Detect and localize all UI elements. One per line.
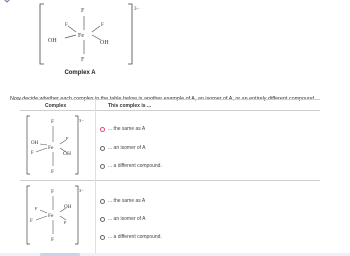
- metal-center: Fe: [78, 33, 84, 39]
- table-header-rule: [20, 110, 320, 111]
- charge-label: 3−: [79, 188, 84, 193]
- ligand-f-bottom: F: [51, 169, 55, 175]
- option-label: ... a different compound.: [108, 163, 162, 169]
- charge-label: 3−: [134, 7, 140, 12]
- ligand-f-top: F: [51, 189, 55, 195]
- ligand-oh-right: OH: [64, 205, 72, 210]
- table-column-divider: [95, 99, 96, 256]
- metal-center: Fe: [48, 213, 54, 219]
- ligand-f-top: F: [51, 119, 55, 125]
- row2-option-isomer[interactable]: [100, 216, 146, 222]
- ligand-f-upper-right: F: [66, 136, 69, 141]
- row2-option-same[interactable]: [100, 198, 145, 204]
- ligand-f-left: F: [30, 219, 33, 224]
- radio-button[interactable]: [100, 235, 105, 240]
- complex-a-structure: [28, 2, 148, 68]
- option-label: ... the same as A: [108, 126, 146, 132]
- row1-option-different[interactable]: [100, 163, 162, 169]
- charge-label: 3−: [79, 118, 84, 123]
- column-header-complex: Complex: [45, 103, 67, 109]
- complex-a-label: Complex A: [64, 70, 96, 76]
- option-label: ... a different compound.: [108, 234, 162, 240]
- radio-button[interactable]: [100, 127, 105, 132]
- ligand-f-upper-left: F: [65, 23, 68, 28]
- option-label: ... an isomer of A: [108, 145, 146, 151]
- column-header-this-complex: This complex is ...: [108, 103, 152, 109]
- ligand-f-left: F: [31, 151, 34, 156]
- ligand-f-bottom: F: [51, 237, 55, 243]
- ligand-oh-right: OH: [63, 151, 71, 157]
- ligand-oh-right: OH: [100, 40, 109, 46]
- radio-button[interactable]: [100, 164, 105, 169]
- ligand-f-lower-right: F: [64, 220, 67, 225]
- ligand-f-top: F: [81, 8, 85, 14]
- row1-option-isomer[interactable]: [100, 145, 146, 151]
- metal-center: Fe: [48, 145, 54, 151]
- ligand-f-upper-right: F: [101, 23, 104, 28]
- ligand-f-upper-left: F: [35, 206, 38, 211]
- radio-button[interactable]: [100, 199, 105, 204]
- radio-button[interactable]: [100, 217, 105, 222]
- chevron-down-icon[interactable]: [2, 0, 12, 6]
- radio-button[interactable]: [100, 146, 105, 151]
- row1-complex-structure: [20, 114, 95, 178]
- ligand-oh-left: OH: [31, 141, 39, 146]
- row2-complex-structure: [20, 184, 95, 248]
- row2-option-different[interactable]: [100, 234, 162, 240]
- table-row-divider: [20, 180, 320, 181]
- option-label: ... the same as A: [108, 198, 146, 204]
- question-text: Now decide whether each complex in the table below is another example of A, an isomer of A, or an entirely different compound.: [10, 96, 316, 102]
- row1-option-same[interactable]: [100, 126, 145, 132]
- option-label: ... an isomer of A: [108, 216, 146, 222]
- ligand-oh-left: OH: [48, 38, 57, 44]
- ligand-f-bottom: F: [81, 57, 85, 63]
